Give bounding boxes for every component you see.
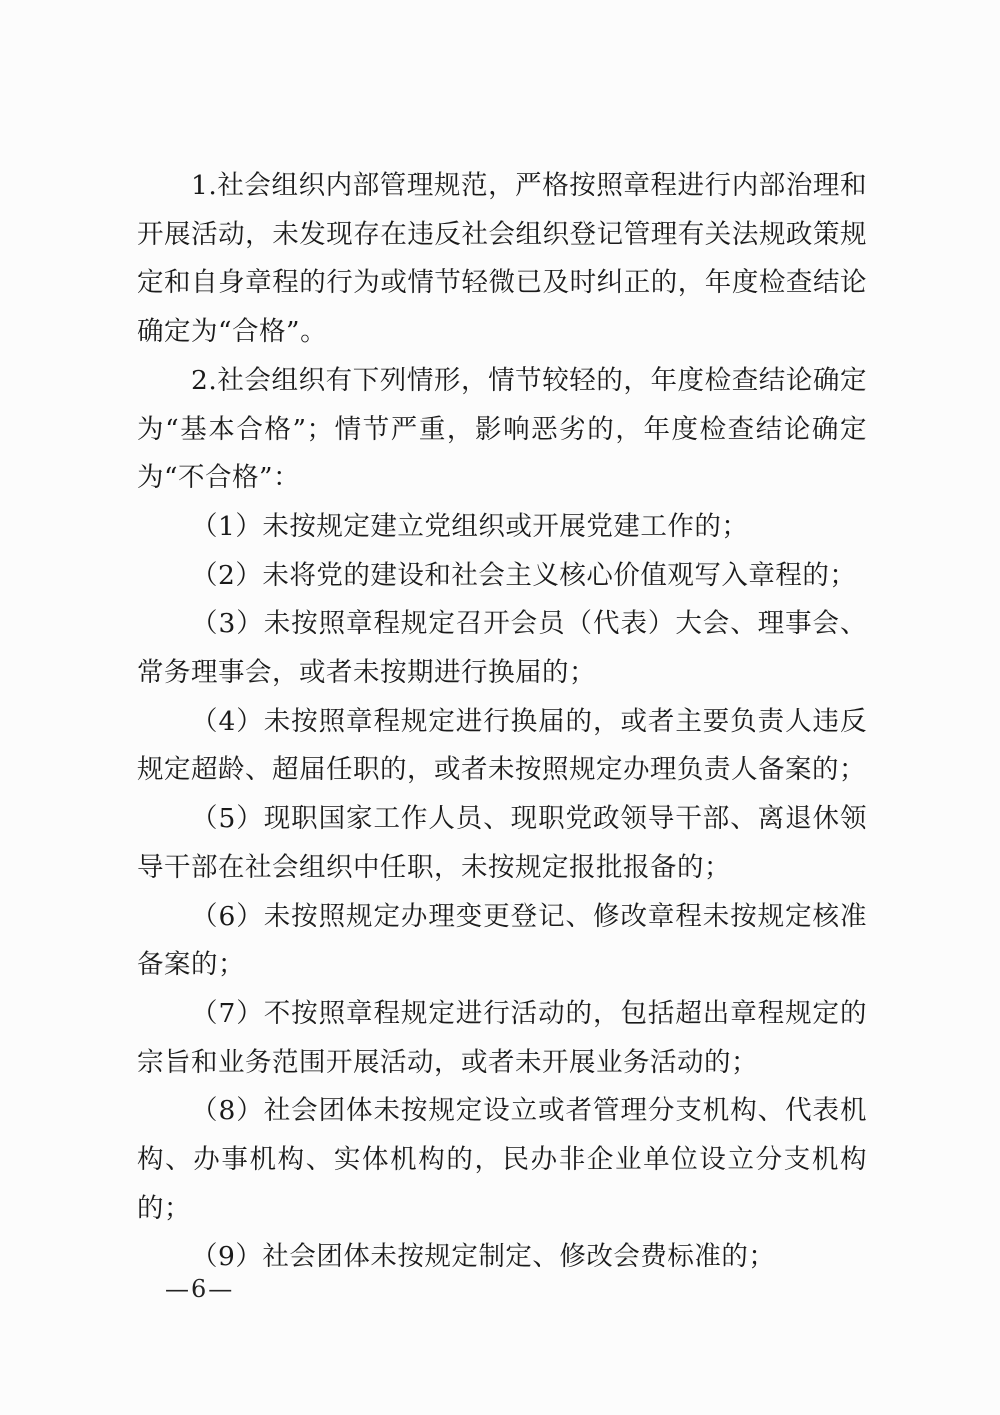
list-item-4: （4）未按照章程规定进行换届的，或者主要负责人违反规定超龄、超届任职的，或者未按照规定办理负责人备案的； [137, 705, 867, 786]
list-item-6: （6）未按照规定办理变更登记、修改章程未按规定核准备案的； [137, 900, 867, 981]
document-body [137, 162, 867, 1282]
list-item-5: （5）现职国家工作人员、现职党政领导干部、离退休领导干部在社会组织中任职，未按规定报批报备的； [137, 803, 867, 883]
page-number: —6— [165, 1275, 235, 1303]
list-item-2: （2）未将党的建设和社会主义核心价值观写入章程的； [191, 559, 857, 591]
paragraph-2: 2.社会组织有下列情形，情节较轻的，年度检查结论确定为“基本合格”；情节严重，影响恶劣的，年度检查结论确定为“不合格”： [137, 364, 867, 494]
list-item-1: （1）未按规定建立党组织或开展党建工作的； [191, 510, 749, 542]
list-item-8: （8）社会团体未按规定设立或者管理分支机构、代表机构、办事机构、实体机构的，民办非企业单位设立分支机构的； [137, 1095, 867, 1224]
list-item-9: （9）社会团体未按规定制定、修改会费标准的； [191, 1241, 776, 1273]
list-item-3: （3）未按照章程规定召开会员（代表）大会、理事会、常务理事会，或者未按期进行换届的； [137, 608, 867, 689]
list-item-7: （7）不按照章程规定进行活动的，包括超出章程规定的宗旨和业务范围开展活动，或者未开展业务活动的； [137, 997, 867, 1078]
paragraph-1: 1.社会组织内部管理规范，严格按照章程进行内部治理和开展活动，未发现存在违反社会组织登记管理有关法规政策规定和自身章程的行为或情节轻微已及时纠正的，年度检查结论确定为“合格”。 [137, 170, 867, 348]
